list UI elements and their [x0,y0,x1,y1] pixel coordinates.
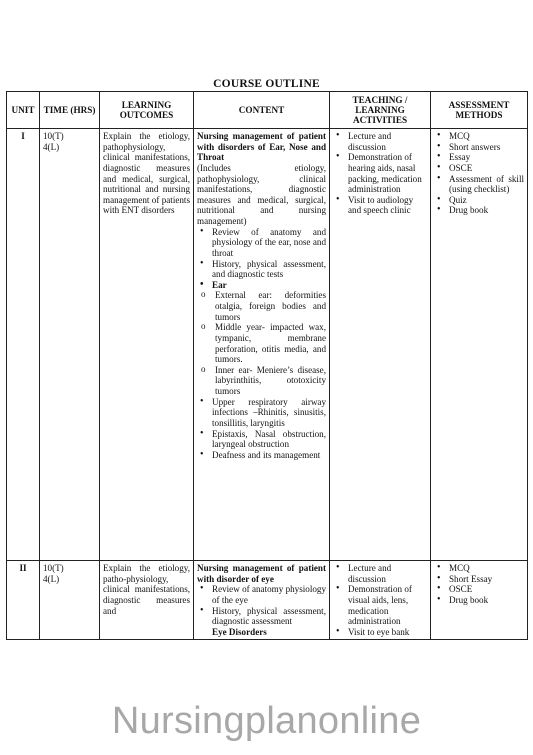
content-cell [194,561,330,640]
list-item: • MCQ [434,131,524,142]
header-outcomes: LEARNING OUTCOMES [100,92,194,129]
time-hours [40,129,100,561]
header-row [7,92,528,129]
assessment-list [434,131,524,216]
eye-disorders-label: Eye Disorders [212,626,267,637]
teaching-activities [330,561,431,640]
list-item: o External ear: deformities otalgia, foreign bodies and tumors [197,290,326,322]
list-item: • Drug book [434,205,524,216]
table-row-unit-1 [7,129,528,561]
list-item: • Upper respiratory airway infections –Rhinitis, sinusitis, tonsillitis, laryngitis [197,397,326,429]
content-title: Nursing management of patient with disorder of eye [197,563,326,584]
list-item: • OSCE [434,584,524,595]
header-assessment: ASSESSMENT METHODS [431,92,528,129]
teaching-list [333,563,427,637]
time-theory: 10(T) [43,563,64,573]
header-content: CONTENT [194,92,330,129]
list-item: o Inner ear- Meniere’s disease, labyrinthitis, ototoxicity tumors [197,365,326,397]
list-item: • Assessment of skill (using checklist) [434,174,524,195]
list-item: • Short Essay [434,574,524,585]
learning-outcomes: Explain the etiology, patho-physiology, clinical manifestations, diagnostic measures and [100,561,194,640]
list-item: • Review of anatomy physiology of the eye [197,584,326,605]
list-item: • Short answers [434,142,524,153]
list-item: • Visit to eye bank [333,627,427,638]
list-item: • History, physical assessment, and diagnostic tests [197,259,326,280]
ear-sublist [197,290,326,396]
list-item: • Lecture and discussion [333,131,427,152]
list-item: • Epistaxis, Nasal obstruction, laryngeal obstruction [197,429,326,450]
list-item: • Review of anatomy and physiology of the ear, nose and throat [197,227,326,259]
list-item: • Demonstration of visual aids, lens, medication administration [333,584,427,627]
content-intro: (Includes etiology, pathophysiology, clinical manifestations, diagnostic measures and medical, surgical, nutritional and nursing management) [197,162,326,226]
list-item: • Lecture and discussion [333,563,427,584]
time-lab: 4(L) [43,573,60,584]
header-unit: UNIT [7,92,40,129]
assessment-methods [431,561,528,640]
unit-number: II [7,561,40,640]
learning-outcomes: Explain the etiology, pathophysiology, clinical manifestations, diagnostic measures and medical, surgical, nutritional and nursing management of patients with ENT disorders [100,129,194,561]
list-item: • Deafness and its management [197,450,326,461]
list-item: • Essay [434,152,524,163]
time-hours [40,561,100,640]
assessment-list [434,563,524,606]
list-item: o Middle year- impacted wax, tympanic, membrane perforation, otitis media, and tumors. [197,322,326,365]
header-time: TIME (HRS) [40,92,100,129]
assessment-methods [431,129,528,561]
time-lab: 4(L) [43,141,60,152]
list-item: • Visit to audiology and speech clinic [333,195,427,216]
content-list-1 [197,584,326,627]
course-outline-table [6,91,528,640]
unit-number: I [7,129,40,561]
content-title: Nursing management of patient with disorders of Ear, Nose and Throat [197,131,326,163]
list-item: • History, physical assessment, diagnostic assessment [197,606,326,627]
content-list-1 [197,227,326,291]
teaching-list [333,131,427,216]
time-theory: 10(T) [43,131,64,141]
list-item: • OSCE [434,163,524,174]
watermark: Nursingplanonline [111,700,422,742]
list-item: • Drug book [434,595,524,606]
content-cell [194,129,330,561]
teaching-activities [330,129,431,561]
content-list-2 [197,397,326,461]
header-teaching: TEACHING / LEARNING ACTIVITIES [330,92,431,129]
page-title: COURSE OUTLINE [213,78,320,90]
list-item-ear: • Ear [197,280,326,291]
list-item: • Demonstration of hearing aids, nasal packing, medication administration [333,152,427,195]
list-item: • MCQ [434,563,524,574]
list-item: • Quiz [434,195,524,206]
table-row-unit-2 [7,561,528,640]
